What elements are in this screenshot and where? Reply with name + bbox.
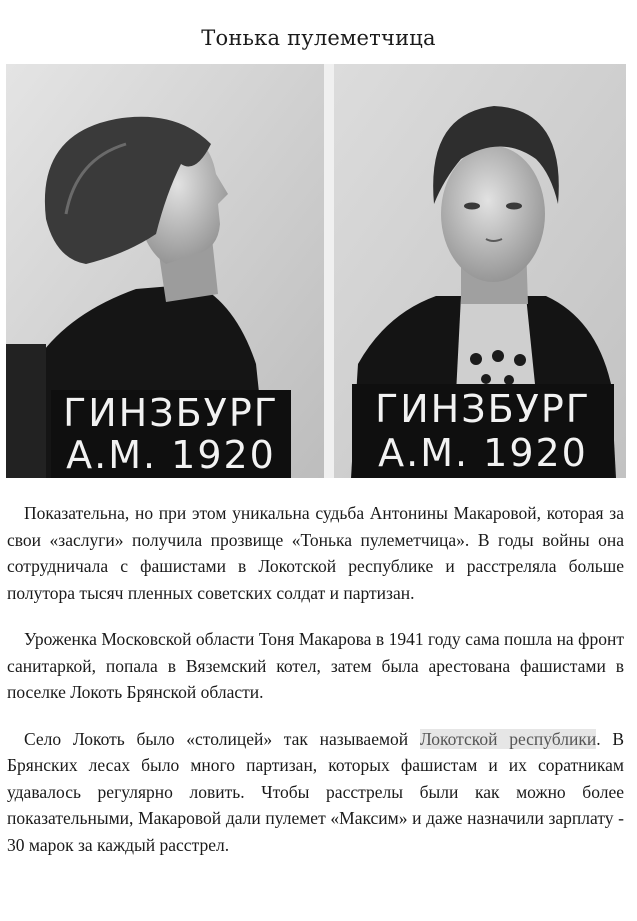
placard-right-line1: ГИНЗБУРГ: [375, 387, 591, 431]
page-title: Тонька пулеметчица: [201, 26, 436, 50]
paragraph-3-text-start: Село Локоть было «столицей» так называемой: [24, 728, 420, 749]
paragraph-1: Показательна, но при этом уникальна судьба Антонины Макаровой, которая за свои «заслуги» получила прозвище «Тонька пулеметчица». В годы войны она сотрудничала с фашистами в Локотской республике и расстреляла больше полутора тысяч пленных советских солдат и партизан.: [7, 503, 624, 603]
paragraph-2: Уроженка Московской области Тоня Макарова в 1941 году сама пошла на фронт санитаркой, попала в Вяземский котел, затем была арестована фашистами в поселке Локоть Брянской области.: [7, 629, 624, 702]
placard-left-line2: А.М. 1920: [66, 433, 276, 477]
lokot-republic-link[interactable]: Локотской республики: [419, 728, 597, 749]
profile-photo-half: [6, 64, 324, 478]
placard-right-line2: А.М. 1920: [378, 431, 588, 475]
placard-left-line1: ГИНЗБУРГ: [63, 391, 279, 435]
mugshot-photo: [6, 64, 626, 478]
frontal-photo-half: [334, 64, 626, 478]
paragraph-3: [7, 726, 624, 859]
mugshot-image: [6, 64, 626, 478]
article-body: [7, 500, 624, 878]
paragraph-3-text-end: . В Брянских лесах было много партизан, которых фашистам и их соратникам удавалось регулярно ловить. Чтобы расстрелы были как можно более показательными, Макаровой дали пулемет «Максим» и даже назначили зарплату - 30 марок за каждый расстрел.: [7, 728, 624, 855]
